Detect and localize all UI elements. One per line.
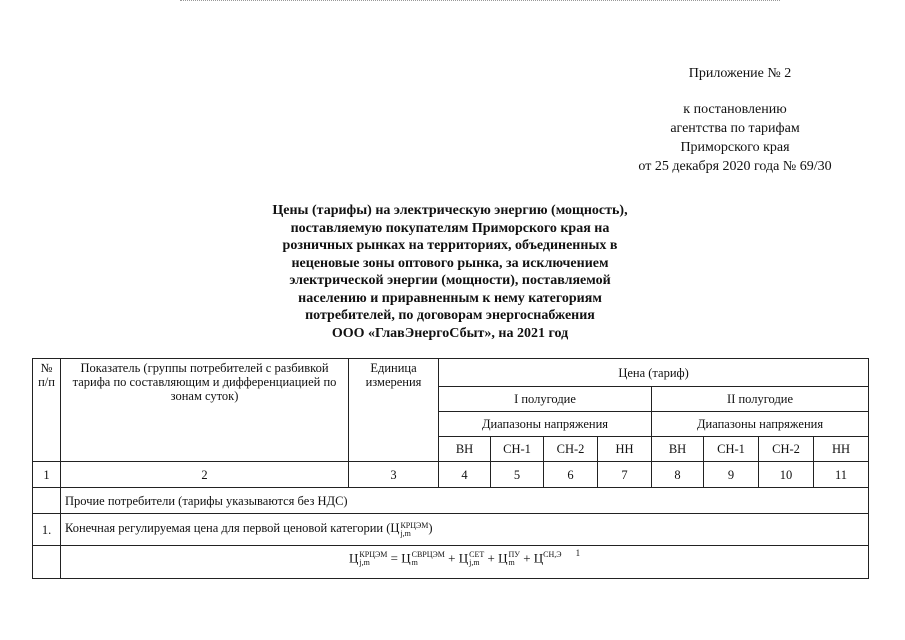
index-sub: j,m [400, 528, 411, 538]
row-number: 1. [33, 514, 61, 546]
voltage-level: СН-1 [491, 437, 544, 462]
title-line: неценовые зоны оптового рынка, за исключением [291, 255, 609, 271]
decree-line: агентства по тарифам [670, 121, 800, 136]
annex-label: Приложение № 2 [688, 66, 792, 81]
title-line: электрической энергии (мощности), поставляемой [289, 273, 611, 288]
document-title [190, 202, 710, 342]
formula-index [469, 551, 484, 567]
row-indicator [61, 514, 869, 546]
column-number: 6 [544, 462, 598, 488]
decree-reference [600, 100, 870, 176]
formula-operator: + [484, 550, 499, 566]
formula-sub: m [411, 558, 418, 568]
formula-index [359, 551, 387, 567]
formula-operator: + [444, 550, 459, 566]
formula-operator: = [387, 550, 402, 566]
header-indicator: Показатель (группы потребителей с разбивкой тарифа по составляющим и дифференциацией по зонам суток) [61, 359, 349, 462]
voltage-level: ВН [439, 437, 491, 462]
row-indicator-text: Конечная регулируемая цена для первой ценовой категории (Ц [65, 521, 400, 536]
voltage-level: СН-2 [759, 437, 814, 462]
formula-num-cell [33, 546, 61, 579]
formula-sup: СВРЦЭМ [411, 550, 445, 560]
column-number: 4 [439, 462, 491, 488]
title-line: поставляемую покупателям Приморского края на [290, 220, 610, 236]
row-indicator-close: ) [428, 521, 433, 536]
formula-symbol: Ц [498, 550, 508, 566]
header-num: № п/п [33, 359, 61, 462]
formula-sup: СЕТ [469, 550, 485, 560]
formula-index [508, 551, 519, 567]
header-ranges-1: Диапазоны напряжения [439, 412, 652, 437]
column-number: 7 [598, 462, 652, 488]
header-half-1: I полугодие [439, 387, 652, 412]
formula-row [33, 546, 869, 579]
formula-symbol: Ц [533, 550, 544, 566]
column-number-row [33, 462, 869, 488]
column-number: 5 [491, 462, 544, 488]
column-number: 9 [704, 462, 759, 488]
voltage-level: НН [814, 437, 869, 462]
section-row [33, 488, 869, 514]
title-line: населению и приравненным к нему категориям [298, 290, 602, 306]
formula-operator: + [519, 550, 534, 566]
table-row [33, 514, 869, 546]
tariff-table [32, 358, 869, 579]
header-half-2: II полугодие [652, 387, 869, 412]
formula-sup: КРЦЭМ [359, 550, 388, 560]
price-formula [61, 546, 869, 579]
formula-sub: j,m [359, 558, 370, 568]
voltage-level: ВН [652, 437, 704, 462]
voltage-level: СН-2 [544, 437, 598, 462]
column-number: 2 [61, 462, 349, 488]
header-unit: Единица измерения [349, 359, 439, 462]
formula-index [412, 551, 445, 567]
formula-sup: СН,Э [543, 550, 562, 559]
row-indicator-index [400, 522, 428, 538]
formula-symbol: Ц [401, 550, 411, 566]
voltage-level: НН [598, 437, 652, 462]
header-ranges-2: Диапазоны напряжения [652, 412, 869, 437]
column-number: 8 [652, 462, 704, 488]
formula-symbol: Ц [349, 550, 359, 566]
decree-line: Приморского края [680, 140, 790, 155]
index-sup: КРЦЭМ [400, 520, 429, 530]
column-number: 1 [33, 462, 61, 488]
title-line: потребителей, по договорам энергоснабжения [305, 308, 595, 323]
section-num-cell [33, 488, 61, 514]
column-number: 10 [759, 462, 814, 488]
title-line: ООО «ГлавЭнергоСбыт», на 2021 год [331, 325, 569, 341]
header-price: Цена (тариф) [439, 359, 869, 387]
decree-line: к постановлению [683, 102, 787, 117]
section-title: Прочие потребители (тарифы указываются без НДС) [61, 488, 869, 514]
formula-symbol: Ц [458, 550, 469, 566]
formula-sub: j,m [469, 558, 480, 568]
formula-sub: m [508, 558, 515, 568]
column-number: 3 [349, 462, 439, 488]
column-number: 11 [814, 462, 869, 488]
decree-line: от 25 декабря 2020 года № 69/30 [638, 159, 832, 174]
voltage-level: СН-1 [704, 437, 759, 462]
footnote-mark: 1 [575, 548, 581, 559]
title-line: розничных рынках на территориях, объединенных в [282, 238, 618, 253]
scan-edge-line [180, 0, 780, 3]
title-line: Цены (тарифы) на электрическую энергию (мощность), [272, 203, 628, 218]
formula-sup: ПУ [508, 550, 520, 560]
